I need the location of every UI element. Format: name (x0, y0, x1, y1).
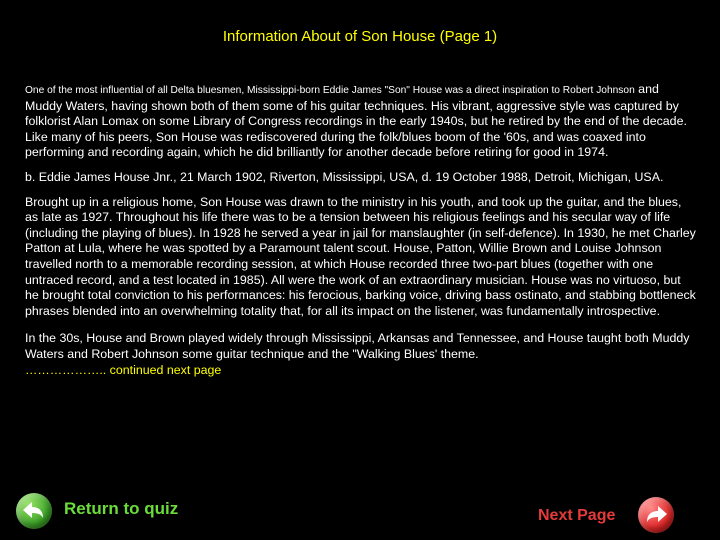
continued-note: ……………….. continued next page (25, 362, 222, 377)
intro-paragraph (25, 82, 697, 161)
birth-paragraph: b. Eddie James House Jnr., 21 March 1902, Riverton, Mississippi, USA, d. 19 October 1988, Detroit, Michigan, USA. (25, 169, 664, 184)
forward-arrow-icon[interactable] (638, 497, 674, 533)
return-to-quiz-button[interactable] (14, 493, 204, 533)
thirties-text: In the 30s, House and Brown played widely through Mississippi, Arkansas and Tennessee, and House taught both Muddy Waters and Robert Johnson some guitar technique and the "Walking Blues' theme. (25, 331, 690, 361)
next-page-label[interactable]: Next Page (538, 507, 616, 524)
life-paragraph: Brought up in a religious home, Son House was drawn to the ministry in his youth, and took up the guitar, and the blues, as late as 1927. Throughout his life there was to be a tension between his religious feelings and his secular way of life (including the playing of blues). In 1928 he served a year in jail for manslaughter (in self-defence). In 1930, he met Charley Patton at Lula, where he was spotted by a Paramount talent scout. House, Patton, Willie Brown and Louise Johnson travelled north to a memorable recording session, at which House recorded three two-part blues (together with one untraced record, and a test located in 1985). All were the work of an extraordinary musician. House was no virtuoso, but he brought total conviction to his performances: his ferocious, barking voice, driving bass ostinato, and stabbing bottleneck phrases blended into an overwhelming totality that, for all its impact on the listener, was fundamentally introspective. (25, 194, 696, 318)
next-page-button[interactable] (535, 497, 690, 537)
page-title: Information About of Son House (Page 1) (222, 28, 498, 45)
intro-text: and Muddy Waters, having shown both of them some of his guitar techniques. His vibrant, aggressive style was captured by folklorist Alan Lomax on some Library of Congress recordings in the early 1940s, but he retired by the end of the decade. Like many of his peers, Son House was rediscovered during the folk/blues boom of the '60s, and was coaxed into performing and recording again, which he did brilliantly for another decade before retiring for good in 1974. (25, 82, 687, 160)
thirties-paragraph (25, 331, 697, 378)
intro-small-text: One of the most influential of all Delta bluesmen, Mississippi-born Eddie James "Son" House was a direct inspiration to Robert Johnson (25, 85, 635, 96)
article-body (25, 82, 697, 387)
back-arrow-icon[interactable] (16, 493, 52, 529)
return-to-quiz-label[interactable]: Return to quiz (64, 499, 179, 518)
